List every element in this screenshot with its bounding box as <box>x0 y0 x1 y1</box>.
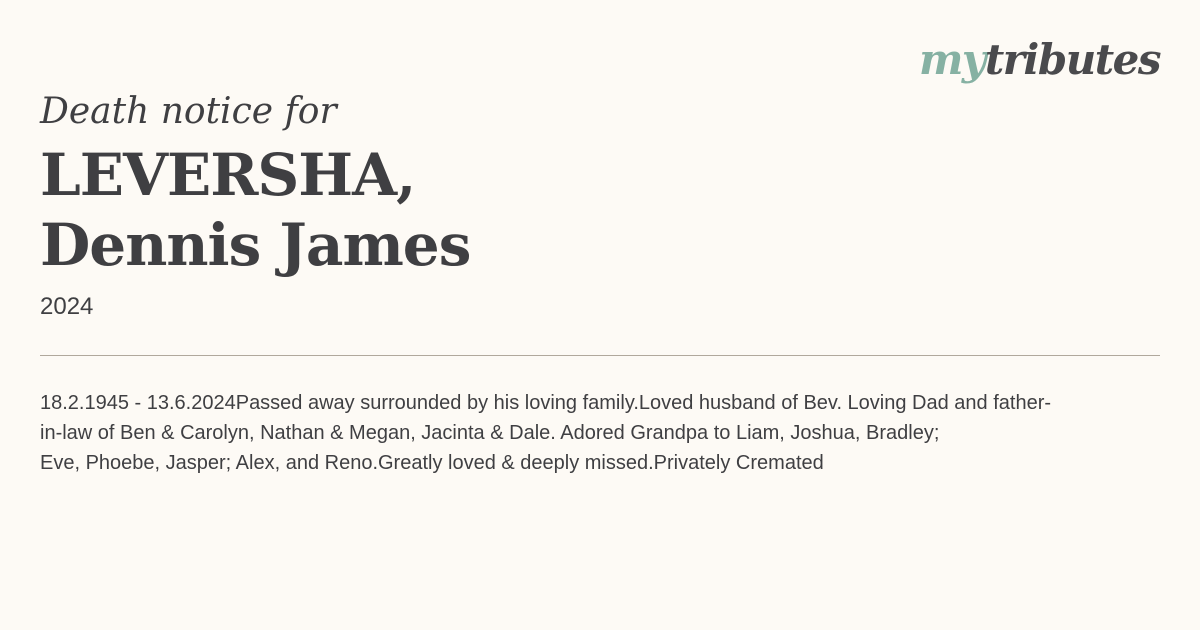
mytributes-logo[interactable] <box>919 30 1160 90</box>
notice-body-line: in-law of Ben & Carolyn, Nathan & Megan, Jacinta & Dale. Adored Grandpa to Liam, Joshua, Bradley; <box>40 422 940 444</box>
notice-body <box>40 388 1160 478</box>
notice-year: 2024 <box>40 293 94 320</box>
notice-body-line: Eve, Phoebe, Jasper; Alex, and Reno.Greatly loved & deeply missed.Privately Cremated <box>40 452 824 474</box>
logo-my: my <box>918 35 985 84</box>
divider <box>40 355 1160 356</box>
deceased-surname: LEVERSHA, <box>40 141 416 209</box>
deceased-name <box>40 140 470 280</box>
logo-tributes: tributes <box>984 35 1160 84</box>
notice-heading: Death notice for <box>40 91 337 132</box>
notice-body-line: 18.2.1945 - 13.6.2024Passed away surrounded by his loving family.Loved husband of Bev. Loving Dad and father- <box>40 392 1052 414</box>
deceased-given-names: Dennis James <box>40 211 471 279</box>
